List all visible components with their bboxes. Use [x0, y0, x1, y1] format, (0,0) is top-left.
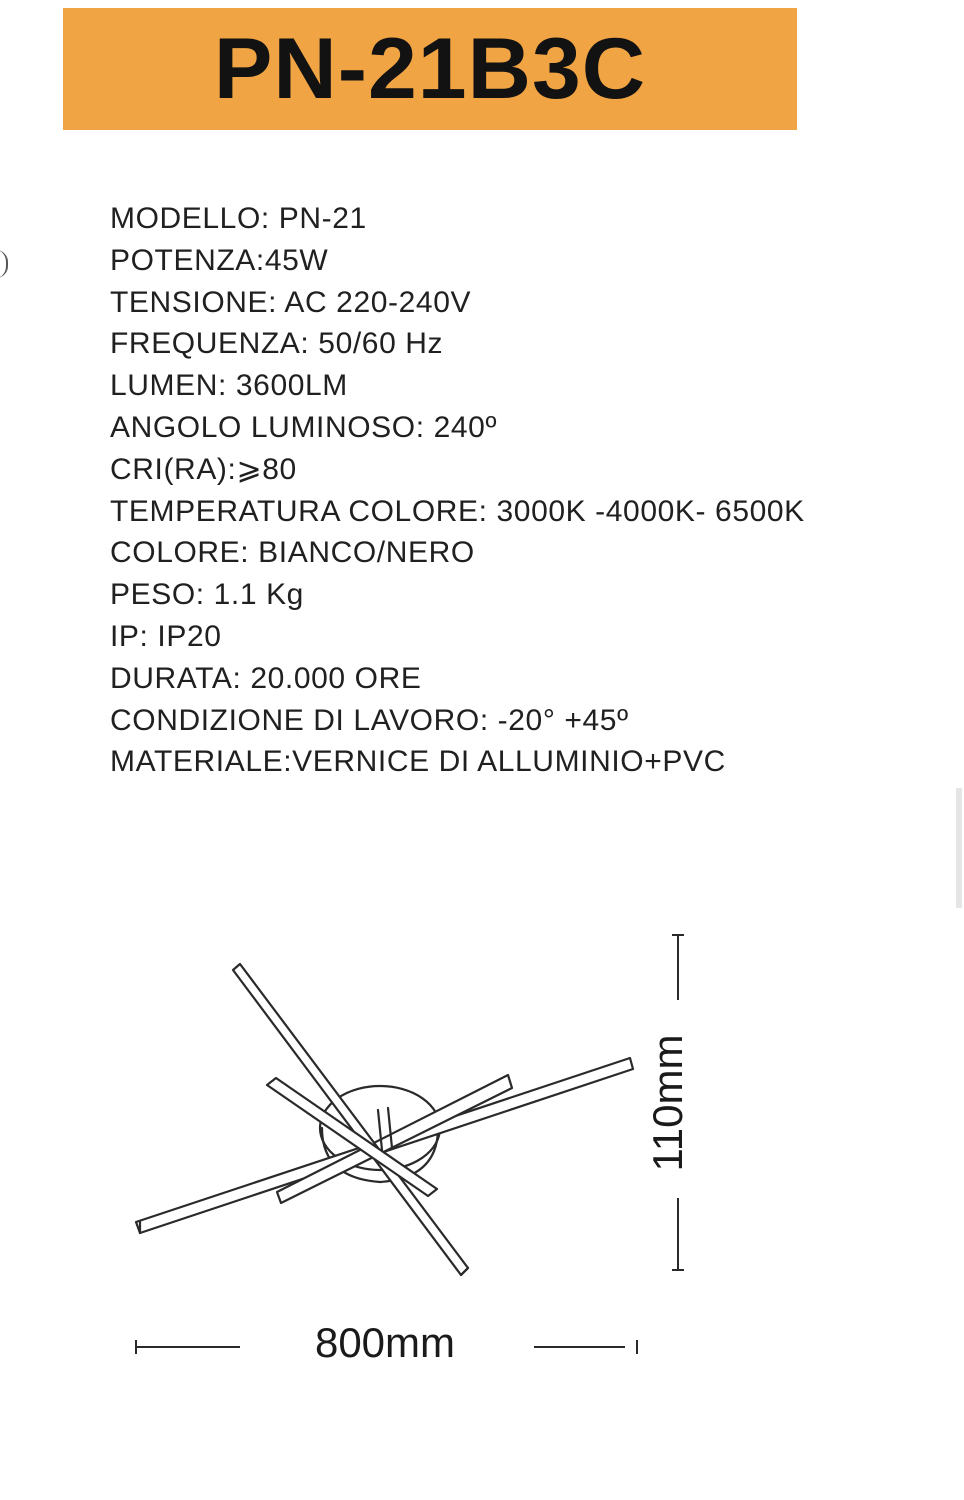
- spec-tensione: TENSIONE: AC 220-240V: [110, 285, 472, 319]
- spec-lumen: LUMEN: 3600LM: [110, 369, 348, 403]
- spec-materiale: MATERIALE:VERNICE DI ALLUMINIO+PVC: [110, 745, 726, 779]
- spec-ip: IP: IP20: [110, 619, 222, 653]
- spec-colore: COLORE: BIANCO/NERO: [110, 536, 475, 570]
- spec-temperatura-colore: TEMPERATURA COLORE: 3000K -4000K- 6500K: [110, 494, 805, 528]
- width-label: 800mm: [314, 1319, 456, 1366]
- spec-condizione-lavoro: CONDIZIONE DI LAVORO: -20° +45º: [110, 703, 629, 737]
- ceiling-lamp-icon: [136, 964, 633, 1275]
- spec-cri: CRI(RA):⩾80: [110, 452, 297, 486]
- spec-modello: MODELLO: PN-21: [110, 202, 367, 235]
- spec-peso: PESO: 1.1 Kg: [110, 578, 304, 612]
- spec-potenza: POTENZA:45W: [110, 243, 329, 277]
- spec-angolo-luminoso: ANGOLO LUMINOSO: 240º: [110, 410, 497, 444]
- spec-frequenza: FREQUENZA: 50/60 Hz: [110, 327, 444, 361]
- model-code-title: PN-21B3C: [213, 21, 647, 117]
- height-label: 110mm: [644, 1034, 691, 1172]
- spec-durata: DURATA: 20.000 ORE: [110, 661, 422, 695]
